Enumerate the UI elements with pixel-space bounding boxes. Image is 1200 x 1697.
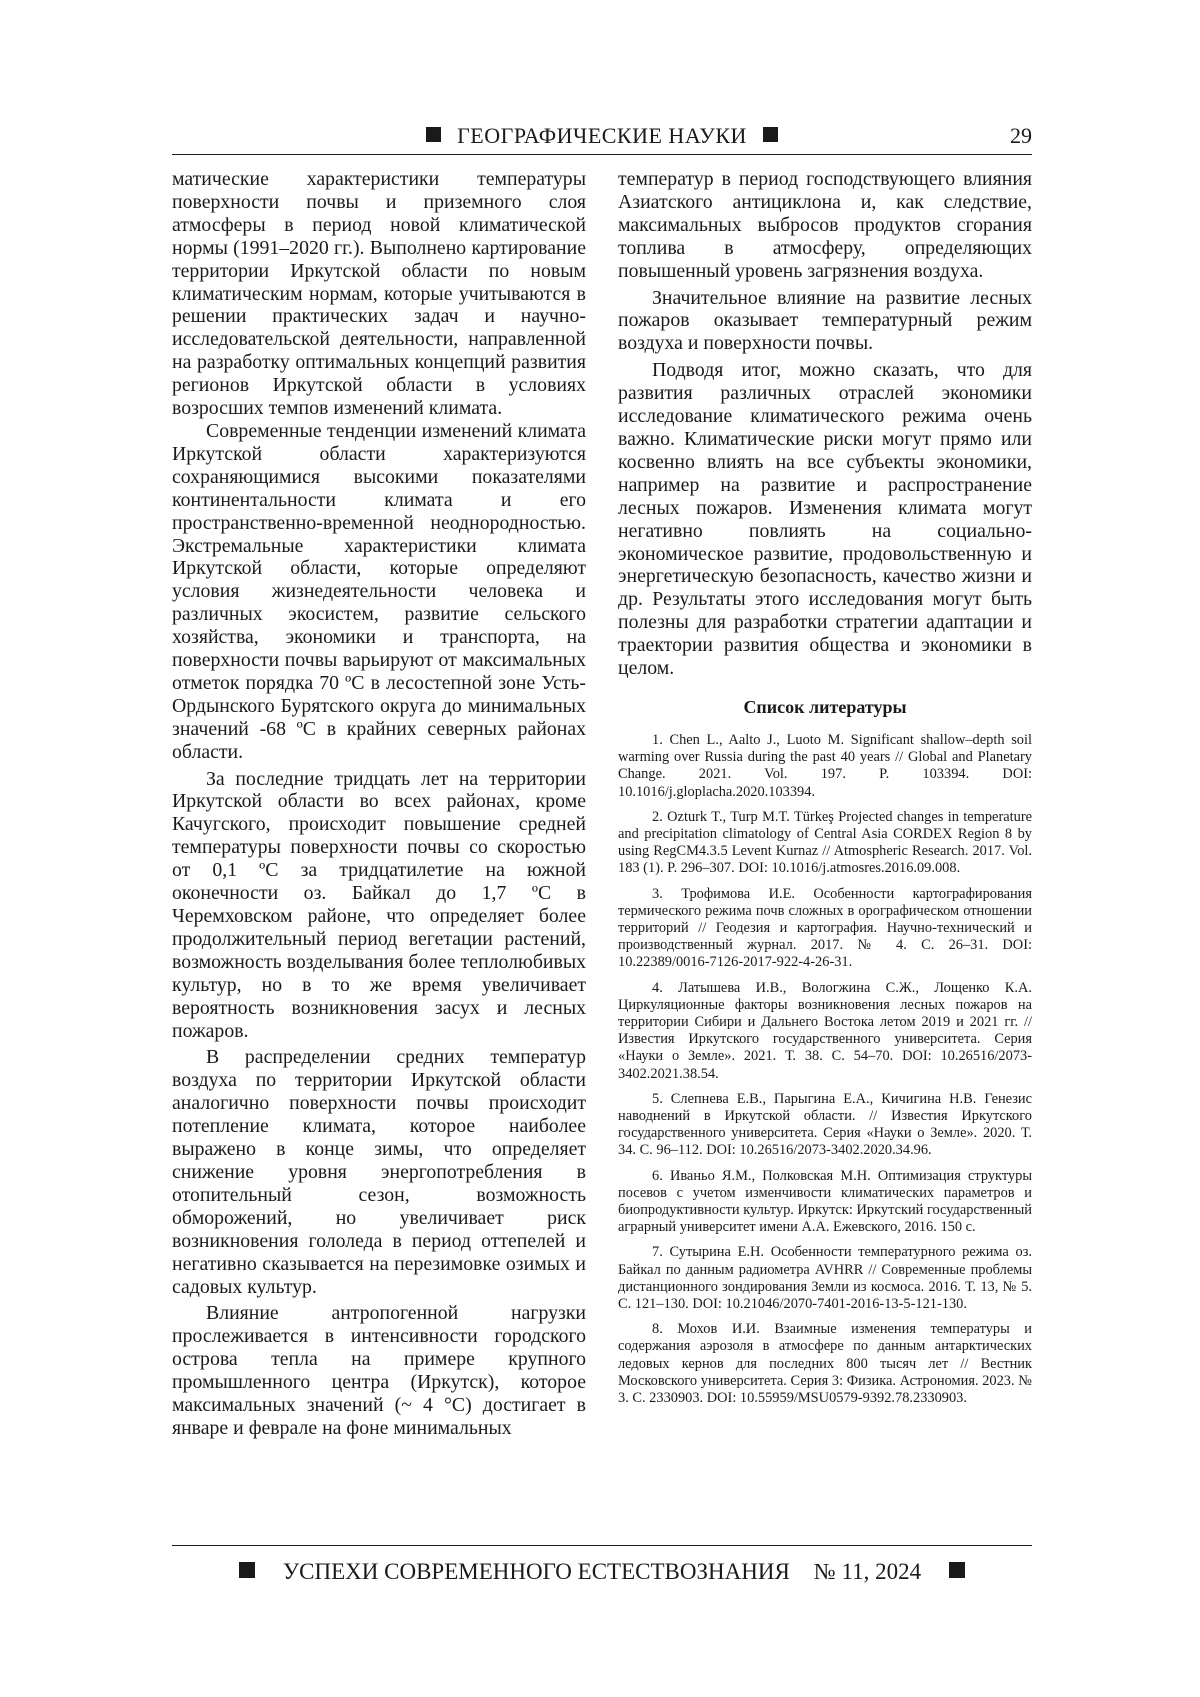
reference-item: 8. Мохов И.И. Взаимные изменения температуры и содержания аэрозоля в атмосфере по данным антарктических ледовых кернов для последних 800 тысяч лет // Вестник Московского университета. Серия 3: Физика. Астрономия. 2023. № 3. С. 2330903. DOI: 10.55959/MSU0579-9392.78.2330903. <box>618 1321 1032 1407</box>
running-footer <box>172 1545 1032 1586</box>
body-paragraph: Значительное влияние на развитие лесных пожаров оказывает температурный режим воздуха и поверхности почвы. <box>618 286 1032 355</box>
journal-name: УСПЕХИ СОВРЕМЕННОГО ЕСТЕСТВОЗНАНИЯ <box>282 1559 790 1584</box>
body-paragraph: матические характеристики температуры поверхности почвы и приземного слоя атмосферы в период новой климатической нормы (1991–2020 гг.). Выполнено картирование территории Иркутской области по новым климатическим нормам, которые учитываются в решении практических задач и научно-исследовательской деятельности, направленной на разработку оптимальных концепций развития регионов Иркутской области в условиях возросших темпов изменений климата. <box>172 168 586 420</box>
reference-item: 5. Слепнева Е.В., Парыгина Е.А., Кичигина Н.В. Генезис наводнений в Иркутской области. // Известия Иркутского государственного университета. Серия «Науки о Земле». 2020. Т. 34. С. 96–112. DOI: 10.26516/2073-3402.2020.34.96. <box>618 1090 1032 1159</box>
body-paragraph: Подводя итог, можно сказать, что для развития различных отраслей экономики исследование климатического режима очень важно. Климатические риски могут прямо или косвенно влиять на все субъекты экономики, например на развитие и распространение лесных пожаров. Изменения климата могут негативно повлиять на социально-экономическое развитие, продовольственную и энергетическую безопасность, качество жизни и др. Результаты этого исследования могут быть полезны для разработки стратегии адаптации и траектории развития общества и экономики в целом. <box>618 359 1032 680</box>
body-paragraph: Влияние антропогенной нагрузки прослеживается в интенсивности городского острова тепла на примере крупного промышленного центра (Иркутск), которое максимальных значений (~ 4 °C) достигает в январе и феврале на фоне минимальных <box>172 1302 586 1439</box>
square-bullet-icon <box>763 127 778 142</box>
body-paragraph: Современные тенденции изменений климата Иркутской области характеризуются сохраняющимися высокими показателями континентальности климата и его пространственно-временной неоднородностью. Экстремальные характеристики климата Иркутской области, которые определяют условия жизнедеятельности человека и различных экосистем, развитие сельского хозяйства, экономики и транспорта, на поверхности почвы варьируют от максимальных отметок порядка 70 ºC в лесостепной зоне Усть-Ордынского Бурятского округа до минимальных значений -68 ºC в крайних северных районах области. <box>172 419 586 763</box>
reference-item: 2. Ozturk T., Turp M.T. Türkeş Projected changes in temperature and precipitation climatology of Central Asia CORDEX Region 8 by using RegCM4.3.5 Levent Kurnaz // Atmospheric Research. 2017. Vol. 183 (1). P. 296–307. DOI: 10.1016/j.atmosres.2016.09.008. <box>618 808 1032 877</box>
reference-item: 7. Сутырина Е.Н. Особенности температурного режима оз. Байкал по данным радиометра AVHRR // Современные проблемы дистанционного зондирования Земли из космоса. 2016. Т. 13, № 5. С. 121–130. DOI: 10.21046/2070-7401-2016-13-5-121-130. <box>618 1244 1032 1313</box>
section-title-text: ГЕОГРАФИЧЕСКИЕ НАУКИ <box>457 123 747 148</box>
section-title <box>172 122 1032 150</box>
left-column <box>172 168 586 1440</box>
reference-item: 1. Chen L., Aalto J., Luoto M. Significant shallow–depth soil warming over Russia during the past 40 years // Global and Planetary Change. 2021. Vol. 197. P. 103394. DOI: 10.1016/j.gloplacha.2020.103394. <box>618 731 1032 800</box>
square-bullet-icon <box>239 1562 255 1578</box>
reference-item: 4. Латышева И.В., Вологжина С.Ж., Лощенко К.А. Циркуляционные факторы возникновения лесных пожаров на территории Сибири и Дальнего Востока летом 2019 и 2021 гг. // Известия Иркутского государственного университета. Серия «Науки о Земле». 2021. Т. 38. С. 54–70. DOI: 10.26516/2073-3402.2021.38.54. <box>618 979 1032 1082</box>
right-column <box>618 168 1032 1415</box>
square-bullet-icon <box>426 127 441 142</box>
page-number: 29 <box>1010 123 1032 148</box>
square-bullet-icon <box>949 1562 965 1578</box>
reference-item: 3. Трофимова И.Е. Особенности картографирования термического режима почв сложных в орографическом отношении территорий // Геодезия и картография. Научно-технический и производственный журнал. 2017. № 4. С. 26–31. DOI: 10.22389/0016-7126-2017-922-4-26-31. <box>618 885 1032 971</box>
body-paragraph: В распределении средних температур воздуха по территории Иркутской области аналогично поверхности почвы происходит потепление климата, которое наиболее выражено в конце зимы, что определяет снижение уровня энергопотребления в отопительный сезон, возможность обморожений, но увеличивает риск возникновения гололеда в период оттепелей и негативно сказывается на перезимовке озимых и садовых культур. <box>172 1046 586 1298</box>
references-heading: Список литературы <box>743 696 907 717</box>
issue-number: № 11, 2024 <box>813 1559 922 1584</box>
running-header <box>172 122 1032 155</box>
body-paragraph: температур в период господствующего влияния Азиатского антициклона и, как следствие, максимальных выбросов продуктов сгорания топлива в атмосферу, определяющих повышенный уровень загрязнения воздуха. <box>618 168 1032 282</box>
reference-item: 6. Иваньо Я.М., Полковская М.Н. Оптимизация структуры посевов с учетом изменчивости климатических параметров и биопродуктивности культур. Иркутск: Иркутский государственный аграрный университет имени А.А. Ежевского, 2016. 150 с. <box>618 1167 1032 1236</box>
body-paragraph: За последние тридцать лет на территории Иркутской области во всех районах, кроме Качугского, происходит повышение средней температуры поверхности почвы со скоростью от 0,1 ºC за тридцатилетие на южной оконечности оз. Байкал до 1,7 ºC в Черемховском районе, что определяет более продолжительный период вегетации растений, возможность возделывания более теплолюбивых культур, но в то же время увеличивает вероятность возникновения засух и лесных пожаров. <box>172 767 586 1042</box>
references-list <box>618 732 1032 1407</box>
